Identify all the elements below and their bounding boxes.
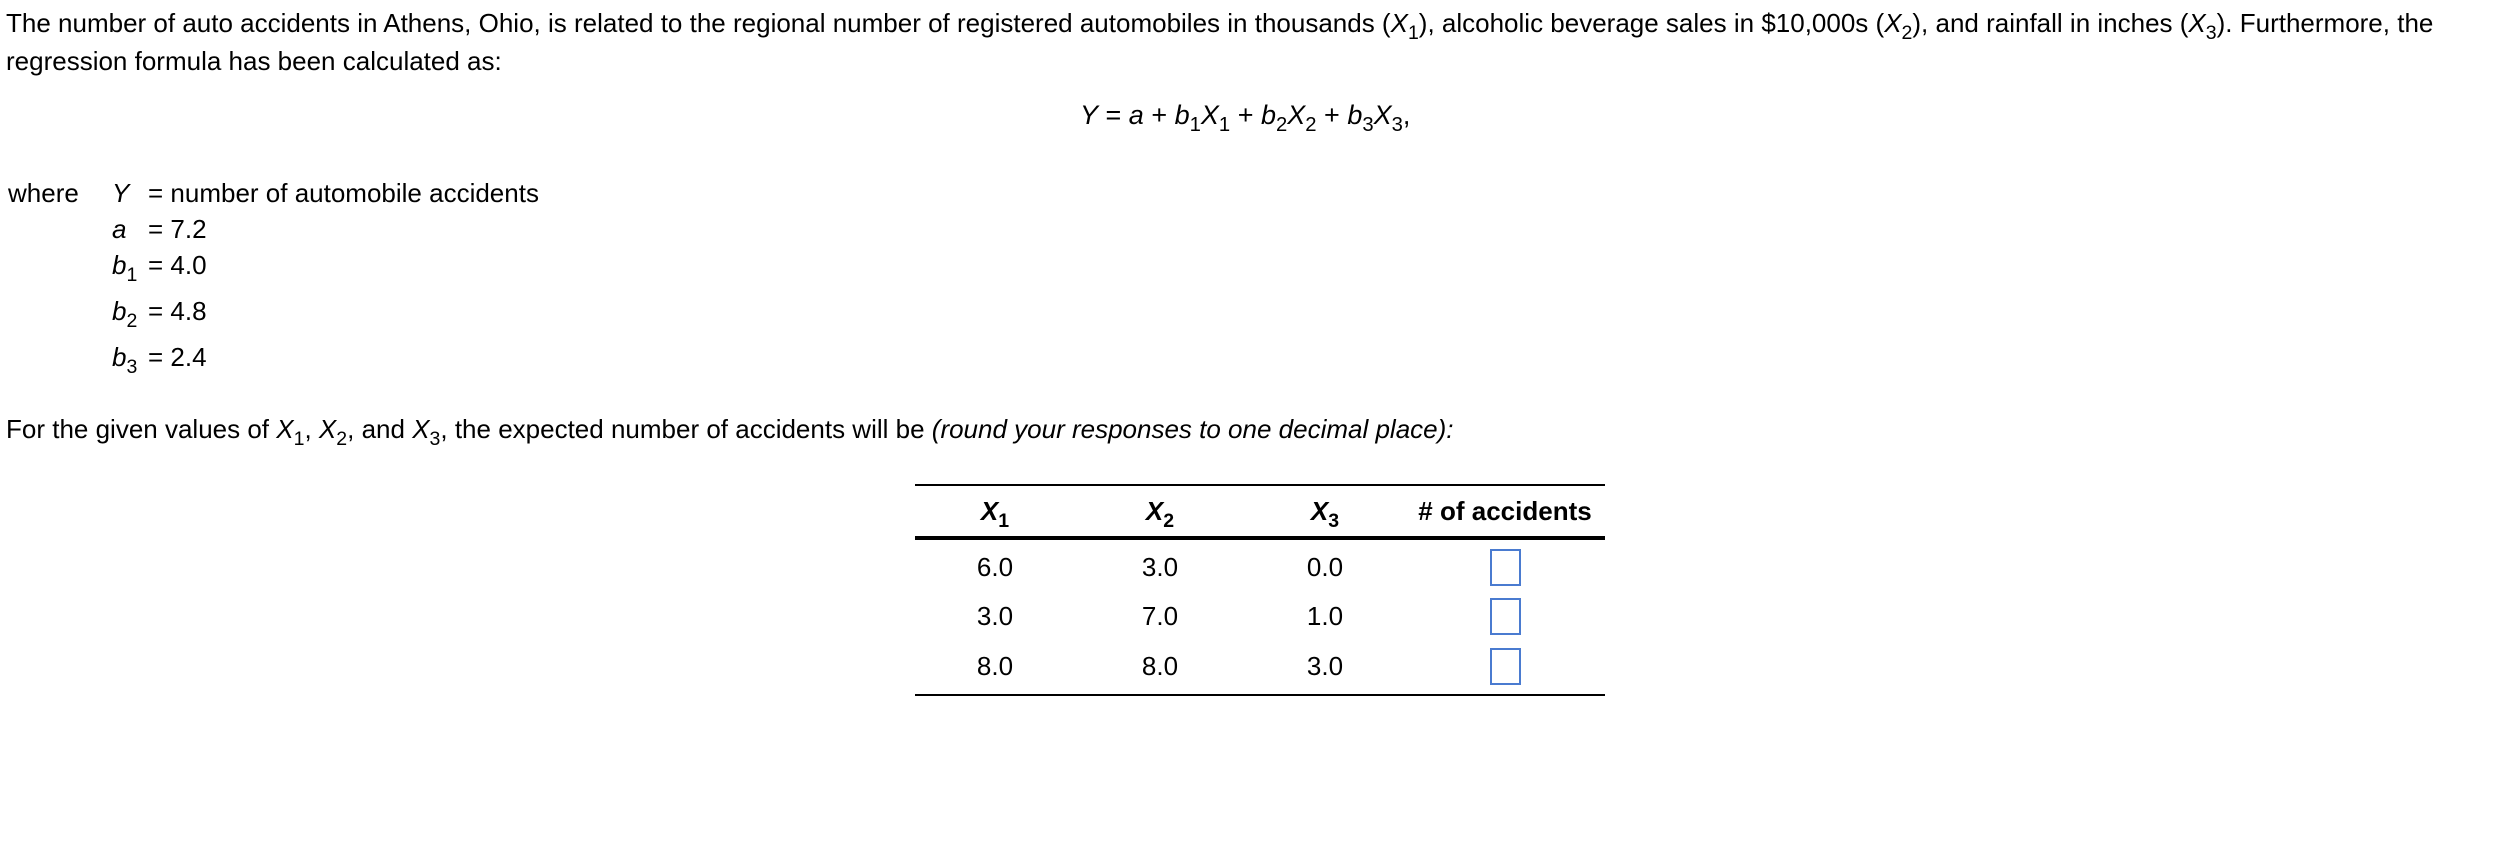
cell-x2: 8.0 [1141, 650, 1179, 681]
accidents-table [915, 484, 1605, 696]
table-row [915, 638, 1605, 695]
cell-x2: 3.0 [1141, 551, 1179, 582]
definition-y: Y = number of automobile accidents [112, 178, 539, 208]
where-label: where [8, 178, 79, 208]
header-x1: $X_1$ [915, 485, 1075, 538]
cell-x3: 1.0 [1306, 600, 1344, 631]
definition-b2: $b_2 = 4.8$ [112, 296, 207, 332]
answer-input-2[interactable] [1490, 598, 1521, 635]
header-x2: $X_2$ [1075, 485, 1245, 538]
cell-x2: 7.0 [1141, 600, 1179, 631]
cell-x3: 0.0 [1306, 551, 1344, 582]
answer-input-3[interactable] [1490, 648, 1521, 685]
problem-intro: The number of auto accidents in Athens, Ohio, is related to the regional number of registered automobiles in thousands $(X_1)$, alcoholic beverage sales in $10,000s $(X_2)$, and rainfall in inches $(X_3)$. Furthermore, the regression formula has been calculated as: [6, 8, 2434, 76]
cell-answer [1405, 538, 1605, 594]
definition-a: a = 7.2 [112, 214, 207, 244]
answer-input-1[interactable] [1490, 549, 1521, 586]
cell-answer [1405, 594, 1605, 638]
definition-b3: $b_3 = 2.4$ [112, 342, 207, 378]
cell-answer [1405, 638, 1605, 695]
table-row [915, 594, 1605, 638]
cell-x1: 3.0 [976, 600, 1014, 631]
table-row [915, 538, 1605, 594]
header-x3: $X_3$ [1245, 485, 1405, 538]
cell-x1: 8.0 [976, 650, 1014, 681]
cell-x3: 3.0 [1306, 650, 1344, 681]
header-accidents: # of accidents [1405, 485, 1605, 538]
cell-x1: 6.0 [976, 551, 1014, 582]
regression-formula: $Y = a + b_1X_1 + b_2X_2 + b_3X_3$, [1080, 100, 1411, 137]
definition-b1: $b_1 = 4.0$ [112, 250, 207, 286]
question-prompt: For the given values of $X_1$, $X_2$, and $X_3$, the expected number of accidents will be (round your responses to one decimal place): [6, 414, 1454, 450]
table-header-row [915, 485, 1605, 538]
